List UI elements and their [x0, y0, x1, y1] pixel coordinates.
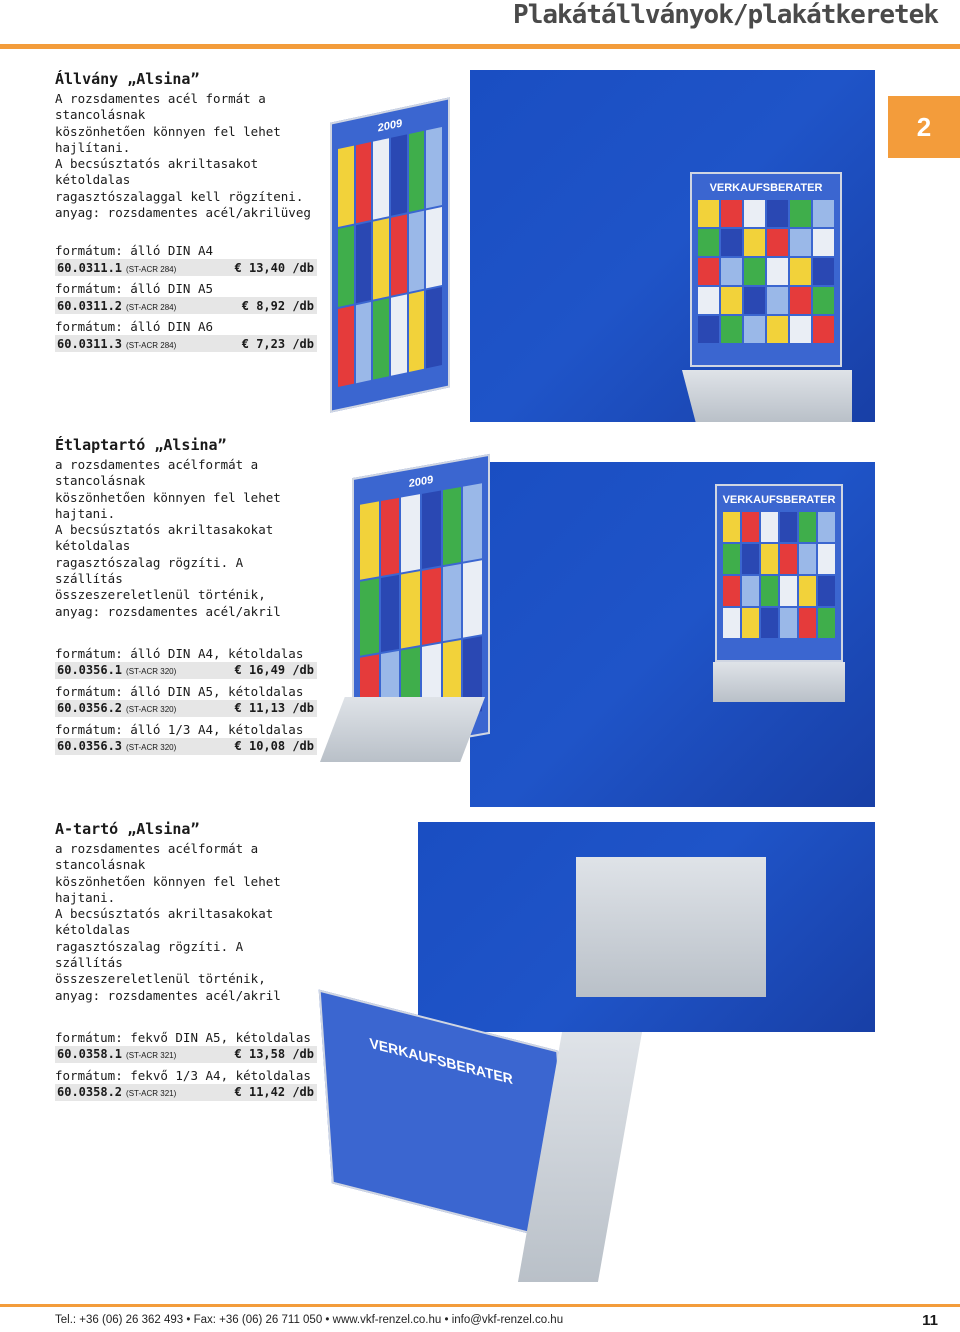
price: € 8,92 /db: [241, 298, 314, 313]
format-label: formátum: álló DIN A4: [55, 243, 214, 259]
poster-grid: [698, 200, 834, 343]
poster-year: 2009: [408, 473, 434, 491]
price-row: [55, 335, 317, 352]
price-row: [55, 700, 317, 717]
format-label: formátum: álló DIN A4, kétoldalas: [55, 645, 304, 661]
price: € 10,08 /db: [234, 739, 314, 754]
description-line: összeszereletlenül történik,: [55, 587, 266, 603]
description-line: ragasztószalag rögzíti. A szállítás: [55, 938, 244, 971]
price: € 7,23 /db: [241, 336, 314, 351]
format-label: formátum: fekvő DIN A5, kétoldalas: [55, 1029, 311, 1045]
price-row: [55, 1084, 317, 1101]
price-row: [55, 297, 317, 314]
poster-title: VERKAUFSBERATER: [722, 494, 836, 506]
product-ref: (ST-ACR 321): [126, 1089, 177, 1099]
product-ref: (ST-ACR 284): [126, 340, 177, 350]
price: € 11,13 /db: [234, 701, 314, 716]
poster-title: VERKAUFSBERATER: [368, 1034, 514, 1088]
description-line: A becsúsztatós akriltasakot kétoldalas: [55, 156, 259, 188]
description-line: köszönhetően könnyen fel lehet hajtani.: [55, 873, 281, 905]
product-code: 60.0311.2: [57, 298, 123, 313]
price: € 13,58 /db: [234, 1047, 314, 1062]
product-code: 60.0311.1: [57, 260, 123, 275]
format-list: [55, 1030, 317, 1101]
description-line: A becsúsztatós akriltasakokat kétoldalas: [55, 522, 274, 554]
description-line: A becsúsztatós akriltasakokat kétoldalas: [55, 906, 274, 938]
footer-contact: Tel.: +36 (06) 26 362 493 • Fax: +36 (06) 26 711 050 • www.vkf-renzel.co.hu • info@vkf-renzel.co.hu: [55, 1314, 564, 1326]
product-code: 60.0356.1: [57, 663, 123, 678]
header-rule: [0, 44, 960, 49]
description-line: köszönhetően könnyen fel lehet hajtani.: [55, 489, 281, 521]
poster-title: VERKAUFSBERATER: [709, 182, 823, 194]
stand-plate-top: [576, 857, 766, 997]
product-section-allvany: [55, 70, 317, 352]
format-label: formátum: fekvő 1/3 A4, kétoldalas: [55, 1067, 311, 1083]
product-description: [55, 457, 317, 620]
product-code: 60.0311.3: [57, 336, 123, 351]
stand-base: [713, 662, 845, 702]
product-title: Étlaptartó „Alsina”: [55, 436, 227, 454]
description-line: a rozsdamentes acélformát a stancolásnak: [55, 457, 259, 489]
product-description: [55, 91, 317, 221]
product-ref: (ST-ACR 320): [126, 667, 177, 677]
stand-base: [682, 370, 852, 422]
description-line: összeszereletlenül történik,: [55, 971, 266, 987]
price: € 11,42 /db: [234, 1085, 314, 1100]
poster-side: [330, 97, 450, 413]
description-line: anyag: rozsdamentes acél/akril: [55, 603, 281, 619]
description-line: anyag: rozsdamentes acél/akril: [55, 987, 281, 1003]
format-label: formátum: álló DIN A5: [55, 281, 214, 297]
description-line: A rozsdamentes acél formát a stancolásnak: [55, 91, 266, 123]
poster-year: 2009: [377, 117, 403, 135]
page-title: Plakátállványok/plakátkeretek: [513, 0, 938, 30]
product-description: [55, 841, 317, 1004]
product-title: A-tartó „Alsina”: [55, 820, 200, 838]
product-section-atarto: [55, 820, 317, 1101]
product-code: 60.0356.2: [57, 701, 123, 716]
price: € 16,49 /db: [234, 663, 314, 678]
description-line: köszönhetően könnyen fel lehet hajlítani.: [55, 123, 281, 155]
stand-base-side: [320, 697, 485, 762]
poster-front: [715, 484, 843, 662]
product-code: 60.0356.3: [57, 739, 123, 754]
product-section-etlaptarto: [55, 436, 317, 755]
description-line: ragasztószalag rögzíti. A szállítás: [55, 554, 244, 587]
format-label: formátum: álló 1/3 A4, kétoldalas: [55, 721, 304, 737]
product-title: Állvány „Alsina”: [55, 70, 200, 88]
product-code: 60.0358.2: [57, 1085, 123, 1100]
format-label: formátum: álló DIN A5, kétoldalas: [55, 683, 304, 699]
page-number: 11: [922, 1312, 938, 1329]
price-row: [55, 662, 317, 679]
price-row: [55, 1046, 317, 1063]
product-ref: (ST-ACR 320): [126, 705, 177, 715]
price-row: [55, 738, 317, 755]
product-code: 60.0358.1: [57, 1047, 123, 1062]
product-ref: (ST-ACR 284): [126, 264, 177, 274]
description-line: anyag: rozsdamentes acél/akrilüveg: [55, 205, 311, 221]
product-photo-atarto: [310, 822, 875, 1307]
price-row: [55, 259, 317, 276]
chapter-tab: 2: [888, 96, 960, 158]
description-line: a rozsdamentes acélformát a stancolásnak: [55, 841, 259, 873]
format-label: formátum: álló DIN A6: [55, 319, 214, 335]
price: € 13,40 /db: [234, 260, 314, 275]
product-photo-allvany: [330, 70, 875, 422]
product-photo-etlaptarto: [320, 462, 875, 807]
format-list: [55, 243, 317, 352]
description-line: ragasztószalaggal kell rögzíteni.: [55, 188, 304, 204]
poster-grid: [723, 512, 835, 638]
product-ref: (ST-ACR 284): [126, 302, 177, 312]
footer-rule: [0, 1304, 960, 1307]
product-ref: (ST-ACR 321): [126, 1051, 177, 1061]
poster-grid: [338, 127, 442, 387]
format-list: [55, 646, 317, 755]
poster-grid: [360, 483, 482, 733]
poster-front: [690, 172, 842, 367]
product-ref: (ST-ACR 320): [126, 743, 177, 753]
